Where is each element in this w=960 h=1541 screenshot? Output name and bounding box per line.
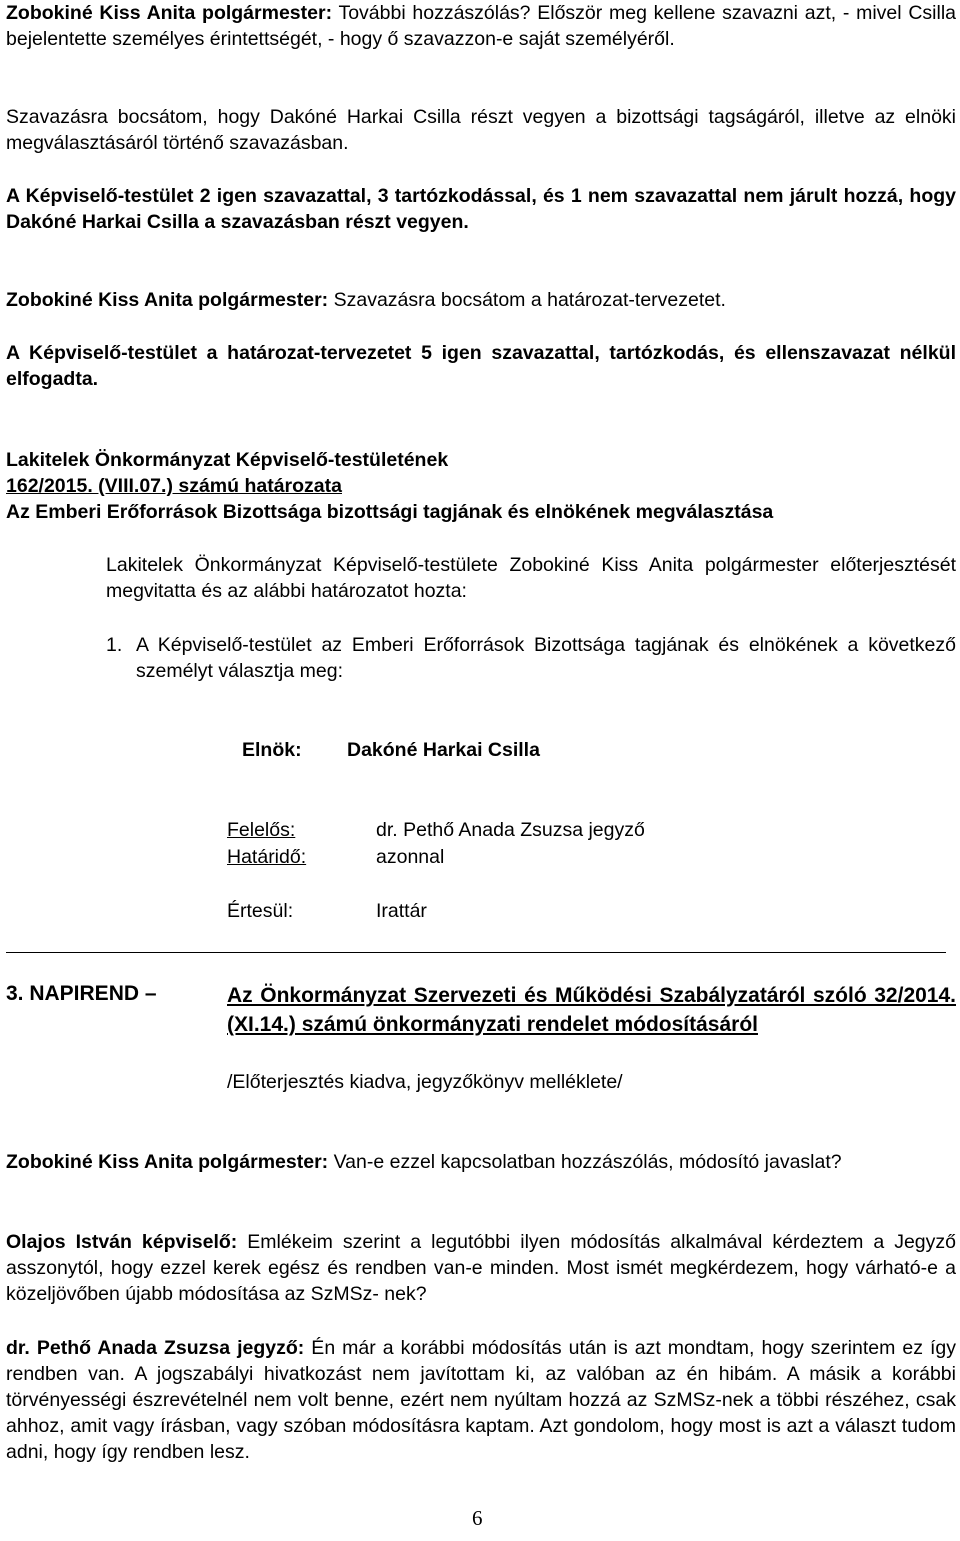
paragraph-vote-call: Szavazásra bocsátom, hogy Dakóné Harkai Csilla részt vegyen a bizottsági tagságáról, illetve az elnöki megválasztásáról történő szavazásban. — [6, 106, 956, 154]
paragraph-text: Szavazásra bocsátom a határozat-tervezetet. — [328, 289, 726, 311]
paragraph-vote-result-2: A Képviselő-testület a határozat-tervezetet 5 igen szavazattal, tartózkodás, és ellenszavazat nélkül elfogadta. — [6, 342, 956, 390]
section-divider — [6, 952, 946, 953]
paragraph-vote-result-1: A Képviselő-testület 2 igen szavazattal, 3 tartózkodással, és 1 nem szavazattal nem járult hozzá, hogy Dakóné Harkai Csilla a szavazásban részt vegyen. — [6, 185, 956, 233]
resolution-heading-2 — [6, 473, 956, 499]
felelos-value: dr. Pethő Anada Zsuzsa jegyző — [376, 819, 645, 841]
speaker-name: Zobokiné Kiss Anita polgármester: — [6, 2, 333, 24]
paragraph-text: Van-e ezzel kapcsolatban hozzászólás, módosító javaslat? — [328, 1151, 842, 1173]
ertesul-label: Értesül: — [227, 900, 294, 922]
hatarido-value: azonnal — [376, 846, 445, 868]
resolution-item-text: A Képviselő-testület az Emberi Erőforrások Bizottsága tagjának és elnökének a következő személyt választja meg: — [136, 634, 956, 682]
resolution-intro: Lakitelek Önkormányzat Képviselő-testülete Zobokiné Kiss Anita polgármester előterjesztését megvitatta és az alábbi határozatot hozta: — [106, 554, 956, 602]
paragraph-jegyzo — [6, 1335, 956, 1465]
elnok-name: Dakóné Harkai Csilla — [347, 739, 540, 761]
page-number: 6 — [472, 1506, 483, 1530]
elnok-label: Elnök: — [242, 739, 302, 761]
paragraph-mayor-2 — [6, 287, 956, 313]
paragraph-text: Én már a korábbi módosítás után is azt mondtam, hogy szerintem ez így rendben van. A jogszabályi hivatkozást nem javítottam ki, az valóban az én hibám. A másik a korábbi törvényességi észrevételnél nem volt benne, ezért nem nyúltam hozzá az SzMSz-nek a többi részéhez, csak ahhoz, amit vagy írásban, vagy szóban módosításra kaptam. Azt gondolom, hogy most is azt a választ tudom adni, hogy így rendben lesz. — [6, 1337, 956, 1463]
paragraph-text: Emlékeim szerint a legutóbbi ilyen módosítás alkalmával kérdeztem a Jegyző asszonytól, hogy ezzel kerek egész és rendben van-e minden. Most ismét megkérdezem, hogy várható-e a közeljövőben újabb módosítása az SzMSz- nek? — [6, 1231, 956, 1305]
napirend-subtitle: /Előterjesztés kiadva, jegyzőkönyv melléklete/ — [227, 1071, 623, 1093]
ertesul-value: Irattár — [376, 900, 427, 922]
paragraph-olajos — [6, 1229, 956, 1307]
speaker-name: Olajos István képviselő: — [6, 1231, 238, 1253]
felelos-label: Felelős: — [227, 819, 296, 841]
napirend-title: Az Önkormányzat Szervezeti és Működési Szabályzatáról szóló 32/2014. (XI.14.) számú önkormányzati rendelet módosításáról — [227, 984, 956, 1036]
speaker-name: Zobokiné Kiss Anita polgármester: — [6, 1151, 329, 1173]
speaker-name: dr. Pethő Anada Zsuzsa jegyző: — [6, 1337, 305, 1359]
resolution-heading-1: Lakitelek Önkormányzat Képviselő-testületének — [6, 449, 449, 471]
resolution-number: 162/2015. (VIII.07.) számú határozata — [6, 475, 342, 497]
paragraph-mayor-1 — [6, 0, 956, 52]
paragraph-text: További hozzászólás? Először meg kellene szavazni azt, - mivel Csilla bejelentette személyes érintettségét, - hogy ő szavazzon-e saját személyéről. — [6, 2, 956, 50]
resolution-item-number: 1. — [106, 634, 123, 656]
resolution-title: Az Emberi Erőforrások Bizottsága bizottsági tagjának és elnökének megválasztása — [6, 501, 774, 523]
hatarido-label: Határidő: — [227, 846, 307, 868]
napirend-number: 3. NAPIREND – — [6, 982, 157, 1005]
speaker-name: Zobokiné Kiss Anita polgármester: — [6, 289, 329, 311]
paragraph-mayor-3 — [6, 1149, 956, 1175]
